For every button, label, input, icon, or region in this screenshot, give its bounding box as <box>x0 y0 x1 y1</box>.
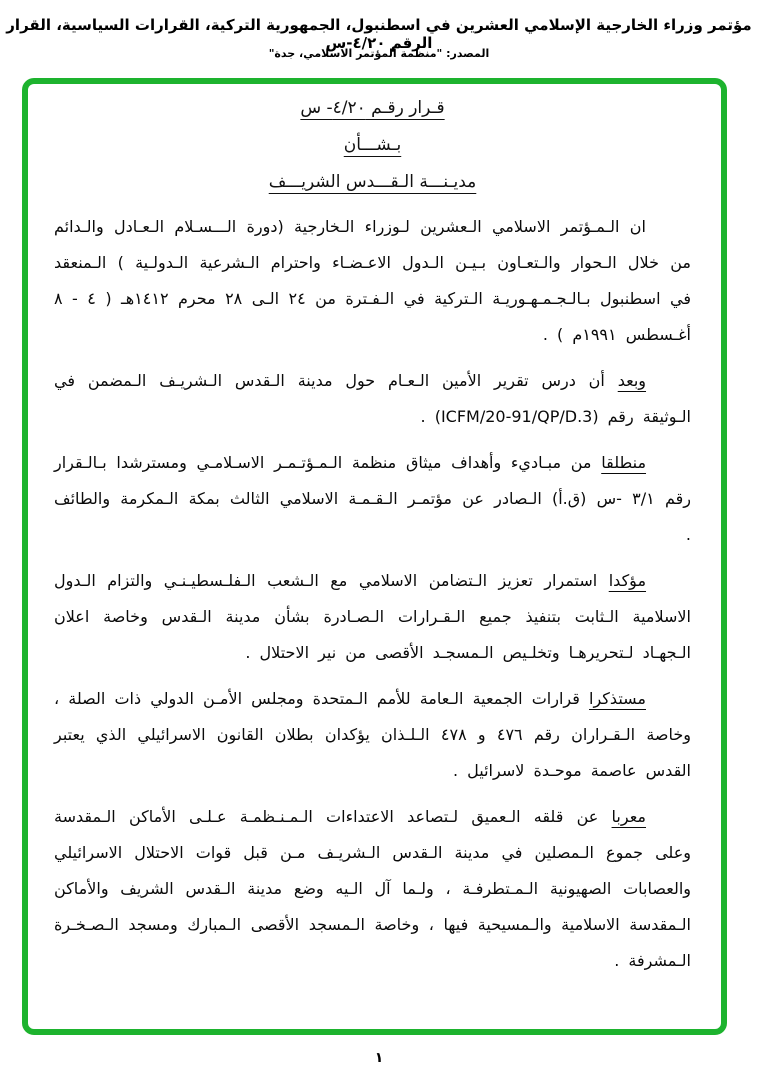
source-line: المصدر: "منظمة المؤتمر الاسلامي، جدة" <box>268 47 490 60</box>
paragraph-having-studied <box>54 363 691 435</box>
title-line-regarding: بـشـــأن <box>343 135 402 155</box>
paragraph-text: ان الـمـؤتمر الاسلامي الـعشرين لـوزراء الـخارجية (دورة الـــسـلام الـعـادل والـدائم من خلال الـحوار والـتعـاون بـيـن الـدول الاعـضـاء واحترام الـشرعية الـدولـية ) الـمنعقد في اسطنبول بـالـجـمـهـوريـة الـتركية في الـفـترة من ٢٤ الـى ٢٨ محرم ١٤١٢هـ ( ٤ - ٨ أغـسطس ١٩٩١م ) . <box>54 217 691 344</box>
paragraph-lead: وبعد <box>617 371 647 390</box>
title-line-resolution-number: قـرار رقـم ٤/٢٠- س <box>300 98 445 118</box>
paragraph-lead: معربا <box>611 807 646 826</box>
paragraph-text: من مبـاديء وأهداف ميثاق منظمة الـمـؤتـمـر الاسـلامـي ومسترشدا بـالـقرار رقم ٣/١ -س (ق.أ) الـصادر عن مؤتمـر الـقـمـة الاسلامي الثالث بمكة الـمكرمة والطائف . <box>54 453 691 544</box>
paragraph-expressing-concern <box>54 799 691 979</box>
document-header: مؤتمر وزراء الخارجية الإسلامي العشرين في اسطنبول، الجمهورية التركية، القرارات السياسية، القرار الرقم ٤/٢٠-س <box>6 16 752 52</box>
paragraph-text: قرارات الجمعية الـعامة للأمم الـمتحدة ومجلس الأمـن الدولي ذات الصلة ، وخاصة الـقـراران رقم ٤٧٦ و ٤٧٨ الـلـذان يؤكدان بطلان القانون الاسرائيلي الذي يعتبر القدس عاصمة موحـدة لاسرائيل . <box>54 689 692 780</box>
paragraph-preamble <box>54 209 691 353</box>
paragraph-affirming <box>54 563 691 671</box>
paragraph-text: عن قلقه الـعميق لـتصاعد الاعتداءات الـمـنـظمـة عـلـى الأماكن الـمقدسة وعلى جموع الـمصلين في مدينة الـقدس الـشريـف مـن قبل قوات الاحتلال الاسرائيلي والعصابات الصهيونية الـمـتطرفـة ، ولـما آل الـيه وضع مدينة الـقدس الشريف والأماكن الـمقدسة الاسلامية والـمسيحية فيها ، وخاصة الـمسجد الأقصى الـمبارك ومسجد الـصـخـرة الـمشرفة . <box>54 807 691 970</box>
paragraph-text: استمرار تعزيز الـتضامن الاسلامي مع الـشعب الـفلـسطيـنـي والتزام الـدول الاسلامية الـثابت بتنفيذ جميع الـقـرارات الـصـادرة بشأن مدينة الـقدس وخاصة اعلان الـجهـاد لـتحريرهـا وتخلـيص الـمسجـد الأقصى من نير الاحتلال . <box>54 571 691 662</box>
paragraph-text: أن درس تقرير الأمين الـعـام حول مدينة الـقدس الـشريـف الـمضمن في الـوثيقة رقم (ICFM/20-91/QP/D.3) . <box>54 371 691 426</box>
paragraph-proceeding-from <box>54 445 691 553</box>
page-number: ١ <box>374 1050 384 1066</box>
paragraph-recalling <box>54 681 691 789</box>
paragraph-lead: منطلقا <box>601 453 647 472</box>
document-title-block <box>54 98 691 192</box>
paragraph-lead: مستذكرا <box>589 689 646 708</box>
document-frame <box>22 78 727 1035</box>
document-body <box>54 209 691 979</box>
paragraph-lead: مؤكدا <box>608 571 647 590</box>
title-line-subject: مديـنـــة الـقـــدس الشريـــف <box>268 172 477 192</box>
